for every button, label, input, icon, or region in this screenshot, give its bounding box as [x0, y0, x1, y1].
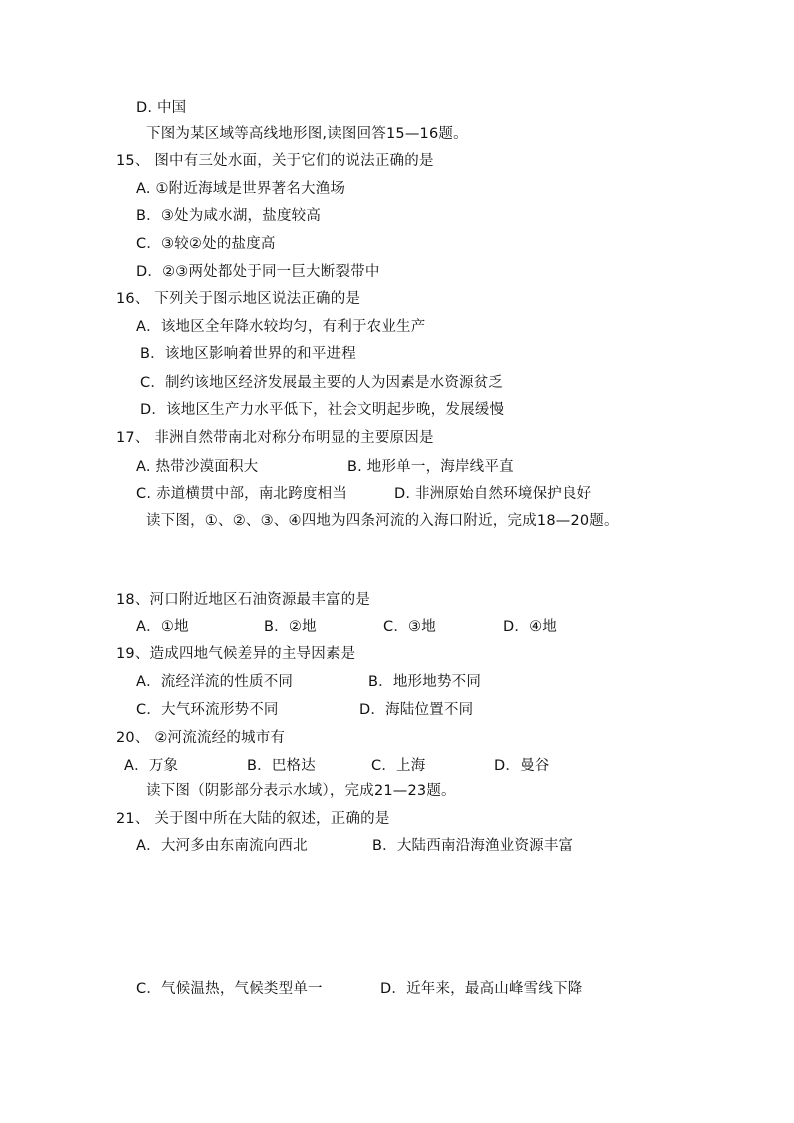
q18-option-b: B．②地: [264, 619, 317, 635]
question-16: 16、 下列关于图示地区说法正确的是: [116, 291, 361, 307]
q19-option-a: A．流经洋流的性质不同: [136, 674, 294, 690]
q16-option-a: A．该地区全年降水较均匀，有利于农业生产: [136, 319, 426, 335]
question-15: 15、 图中有三处水面，关于它们的说法正确的是: [116, 153, 434, 169]
q16-option-c: C．制约该地区经济发展最主要的人为因素是水资源贫乏: [140, 375, 504, 391]
q20-option-d: D．曼谷: [494, 758, 550, 774]
instruction-18-20: 读下图，①、②、③、④四地为四条河流的入海口附近，完成18—20题。: [146, 513, 619, 529]
q15-option-c: C．③较②处的盐度高: [136, 236, 276, 252]
q20-option-b: B．巴格达: [247, 758, 316, 774]
q17-option-d: D. 非洲原始自然环境保护良好: [394, 486, 592, 502]
q18-option-c: C．③地: [383, 619, 436, 635]
question-21: 21、 关于图中所在大陆的叙述，正确的是: [116, 811, 390, 827]
q21-option-c: C．气候温热，气候类型单一: [136, 981, 323, 997]
q19-option-b: B．地形地势不同: [368, 674, 482, 690]
q15-option-a: A. ①附近海域是世界著名大渔场: [136, 181, 346, 197]
instruction-21-23: 读下图（阴影部分表示水域），完成21—23题。: [146, 783, 456, 799]
instruction-15-16: 下图为某区域等高线地形图,读图回答15—16题。: [146, 126, 468, 142]
question-20: 20、 ②河流流经的城市有: [116, 730, 286, 746]
question-19: 19、造成四地气候差异的主导因素是: [116, 646, 356, 662]
q19-option-d: D．海陆位置不同: [359, 702, 474, 718]
q15-option-d: D．②③两处都处于同一巨大断裂带中: [136, 264, 380, 280]
q17-option-c: C. 赤道横贯中部，南北跨度相当: [136, 486, 348, 502]
q15-option-b: B．③处为咸水湖，盐度较高: [136, 208, 322, 224]
q20-option-a: A．万象: [124, 758, 179, 774]
q20-option-c: C．上海: [371, 758, 426, 774]
question-17: 17、 非洲自然带南北对称分布明显的主要原因是: [116, 430, 434, 446]
q17-option-b: B. 地形单一，海岸线平直: [347, 459, 514, 475]
q16-option-b: B．该地区影响着世界的和平进程: [140, 346, 356, 362]
q21-option-a: A．大河多由东南流向西北: [136, 838, 308, 854]
question-18: 18、河口附近地区石油资源最丰富的是: [116, 592, 371, 608]
q19-option-c: C．大气环流形势不同: [136, 702, 279, 718]
q18-option-d: D．④地: [503, 619, 557, 635]
q21-option-d: D．近年来，最高山峰雪线下降: [380, 981, 583, 997]
q21-option-b: B．大陆西南沿海渔业资源丰富: [372, 838, 574, 854]
q17-option-a: A. 热带沙漠面积大: [136, 459, 259, 475]
q18-option-a: A．①地: [136, 619, 189, 635]
q16-option-d: D．该地区生产力水平低下，社会文明起步晚，发展缓慢: [140, 402, 505, 418]
option-d-previous: D. 中国: [136, 100, 187, 116]
